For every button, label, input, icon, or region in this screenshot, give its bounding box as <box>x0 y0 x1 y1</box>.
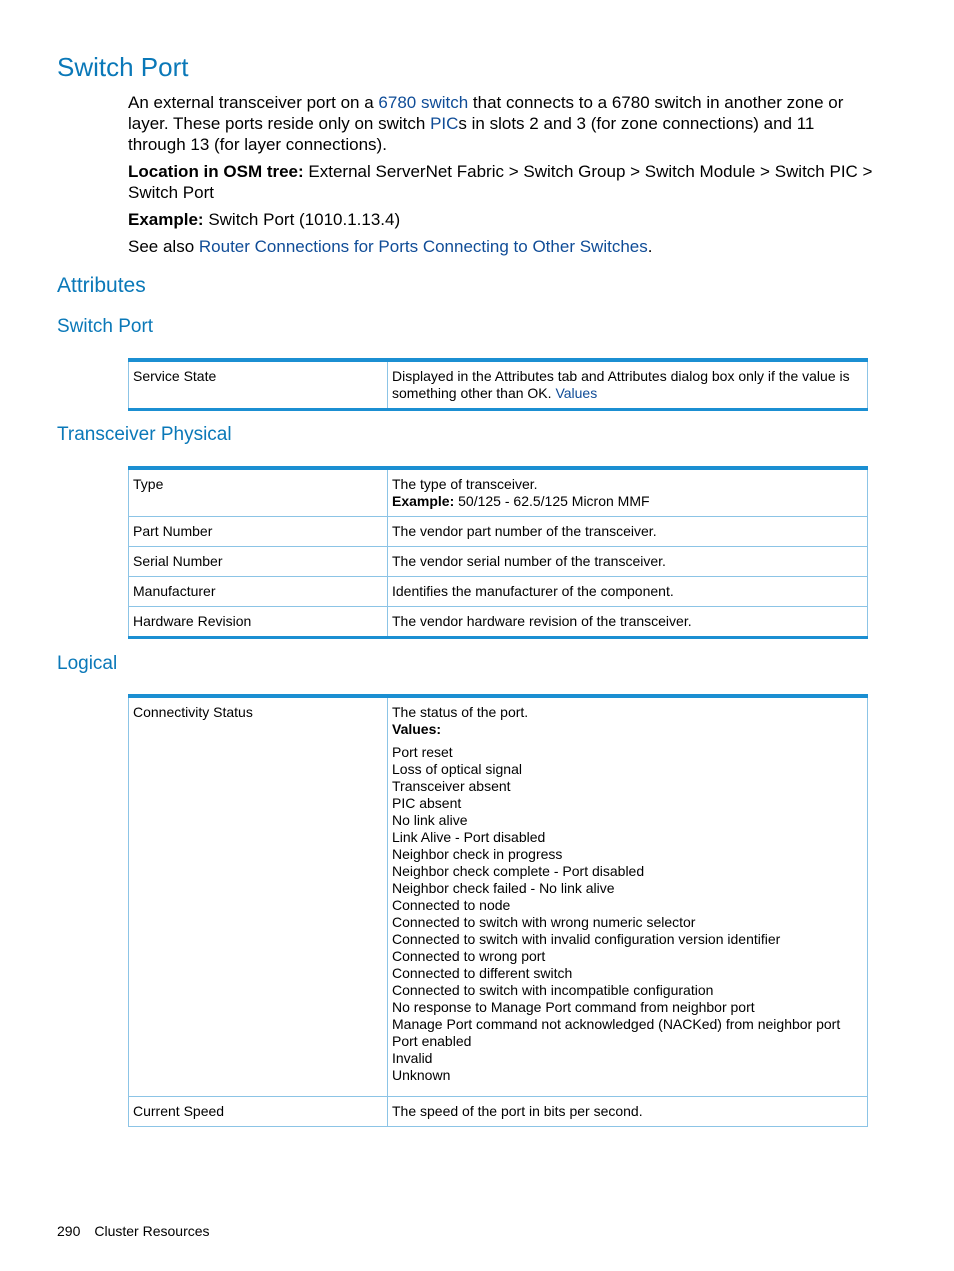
description-text: The status of the port. <box>392 704 529 720</box>
table-row <box>129 468 868 517</box>
value-item: Connected to wrong port <box>392 948 546 964</box>
description-text: The type of transceiver. <box>392 476 538 492</box>
switch-port-heading: Switch Port <box>57 316 154 337</box>
logical-heading: Logical <box>57 653 118 674</box>
value-item: Connected to switch with incompatible configuration <box>392 982 714 998</box>
see-also-paragraph <box>128 236 873 257</box>
example-paragraph <box>128 209 873 230</box>
footer-section: Cluster Resources <box>94 1223 210 1239</box>
value-item: Port enabled <box>392 1033 472 1049</box>
value-item: Neighbor check failed - No link alive <box>392 880 615 896</box>
attribute-name: Service State <box>129 360 388 410</box>
logical-table <box>128 694 868 1127</box>
value-item: No link alive <box>392 812 468 828</box>
table-row <box>129 517 868 547</box>
intro-section <box>128 92 873 263</box>
intro-text: s in slots 2 and 3 (for zone connections) and 11 through 13 (for layer connections). <box>128 114 815 154</box>
attribute-description <box>388 360 868 410</box>
transceiver-physical-heading: Transceiver Physical <box>57 424 232 445</box>
page-number: 290 <box>57 1223 81 1239</box>
value-item: Unknown <box>392 1067 451 1083</box>
example-line <box>392 493 863 510</box>
value-item: Connected to node <box>392 897 511 913</box>
values-label <box>392 721 863 738</box>
value-item: No response to Manage Port command from neighbor port <box>392 999 755 1015</box>
value-item: PIC absent <box>392 795 462 811</box>
value-item: Link Alive - Port disabled <box>392 829 546 845</box>
attribute-description: The speed of the port in bits per second. <box>388 1097 868 1127</box>
description-text: Displayed in the Attributes tab and Attributes dialog box only if the value is something other than OK. <box>392 368 850 401</box>
pic-link[interactable]: PIC <box>430 114 459 133</box>
example-value: 50/125 - 62.5/125 Micron MMF <box>454 493 650 509</box>
table-row <box>129 696 868 1097</box>
intro-text: that connects to a 6780 switch in another zone or layer. These ports reside only on switch <box>128 93 844 133</box>
value-item: Manage Port command not acknowledged (NACKed) from neighbor port <box>392 1016 841 1032</box>
value-item: Transceiver absent <box>392 778 511 794</box>
table-row <box>129 607 868 638</box>
attribute-description: The vendor part number of the transceiver. <box>388 517 868 547</box>
value-item: Invalid <box>392 1050 433 1066</box>
page-footer <box>57 1223 224 1239</box>
attribute-name: Type <box>129 468 388 517</box>
attribute-description <box>388 696 868 1097</box>
intro-text: An external transceiver port on a <box>128 93 379 112</box>
attribute-description: Identifies the manufacturer of the component. <box>388 577 868 607</box>
transceiver-table <box>128 466 868 639</box>
value-item: Neighbor check complete - Port disabled <box>392 863 645 879</box>
value-item: Port reset <box>392 744 453 760</box>
router-connections-link[interactable]: Router Connections for Ports Connecting to Other Switches <box>198 237 648 256</box>
table-row <box>129 577 868 607</box>
table-row <box>129 547 868 577</box>
6780-switch-link[interactable]: 6780 switch <box>378 93 469 112</box>
attribute-description: The vendor serial number of the transceiver. <box>388 547 868 577</box>
example-label: Example: <box>128 210 204 229</box>
location-value: External ServerNet Fabric > Switch Group > Switch Module > Switch PIC > Switch Port <box>128 162 873 202</box>
see-also-text: See also <box>128 237 199 256</box>
attribute-name: Serial Number <box>129 547 388 577</box>
example-value: Switch Port (1010.1.13.4) <box>203 210 401 229</box>
value-item: Neighbor check in progress <box>392 846 563 862</box>
location-paragraph <box>128 161 873 203</box>
example-label: Example: <box>392 493 455 509</box>
attribute-name: Part Number <box>129 517 388 547</box>
attribute-name: Hardware Revision <box>129 607 388 638</box>
attribute-name: Current Speed <box>129 1097 388 1127</box>
values-label-text: Values: <box>392 721 442 737</box>
value-item: Connected to switch with invalid configuration version identifier <box>392 931 781 947</box>
attribute-name: Connectivity Status <box>129 696 388 1097</box>
value-item: Loss of optical signal <box>392 761 522 777</box>
attribute-description: The vendor hardware revision of the transceiver. <box>388 607 868 638</box>
location-label: Location in OSM tree: <box>128 162 304 181</box>
attributes-heading: Attributes <box>57 274 146 297</box>
table-row <box>129 360 868 410</box>
attribute-name: Manufacturer <box>129 577 388 607</box>
attribute-description <box>388 468 868 517</box>
intro-paragraph <box>128 92 873 155</box>
value-item: Connected to different switch <box>392 965 573 981</box>
switch-port-table <box>128 358 868 411</box>
table-row <box>129 1097 868 1127</box>
page-title: Switch Port <box>57 52 189 82</box>
values-list <box>392 744 863 1084</box>
values-link[interactable]: Values <box>555 385 598 401</box>
value-item: Connected to switch with wrong numeric selector <box>392 914 696 930</box>
see-also-text: . <box>647 237 653 256</box>
